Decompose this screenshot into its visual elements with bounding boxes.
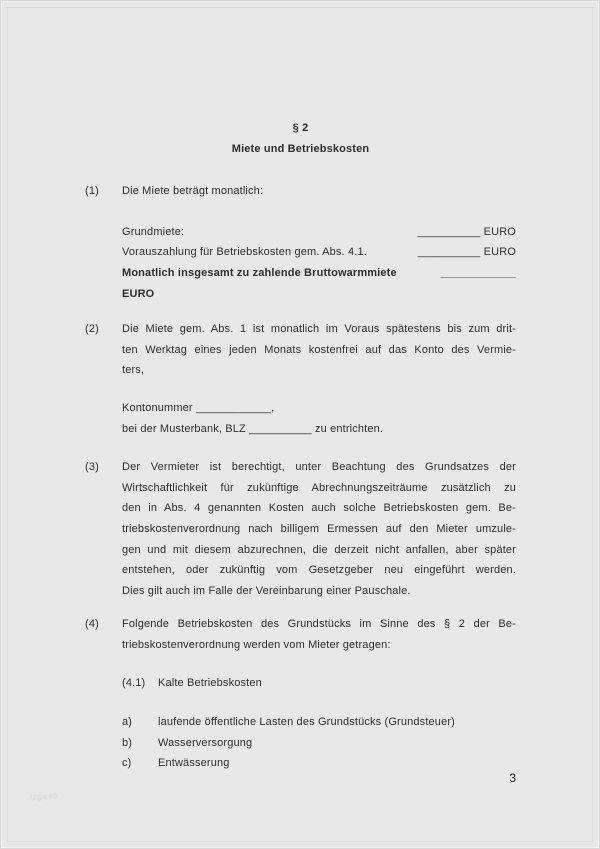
- subclause-4-1: [122, 673, 516, 694]
- rent-table: [122, 222, 516, 304]
- clause-text: Die Miete beträgt monatlich:: [122, 185, 264, 198]
- rent-label: EURO: [122, 287, 155, 300]
- paragraph-line: den in Abs. 4 genannten Kosten auch solche Betriebskosten gem. Be-: [122, 502, 516, 515]
- paragraph-line: triebskostenverordnung nach billigem Ermessen auf den Mieter umzule-: [122, 522, 516, 535]
- list-text: laufende öffentliche Lasten des Grundstücks (Grundsteuer): [158, 716, 455, 729]
- clause-number: (4): [85, 618, 99, 631]
- paragraph-line: ters,: [122, 364, 145, 377]
- paragraph-line: gen und mit diesem abzurechnen, die derzeit nicht anfallen, aber später: [122, 543, 516, 556]
- section-heading: [85, 118, 516, 159]
- list-item: [122, 712, 516, 733]
- list-item: [122, 753, 516, 774]
- account-line: bei der Musterbank, BLZ __________ zu entrichten.: [122, 422, 384, 435]
- paragraph-line: Folgende Betriebskosten des Grundstücks im Sinne des § 2 der Be-: [122, 618, 516, 631]
- section-number: § 2: [292, 122, 309, 134]
- clause-3: [85, 457, 516, 601]
- list-marker: c): [122, 757, 132, 770]
- list-text: Entwässerung: [158, 757, 230, 770]
- paragraph-line: Die Miete gem. Abs. 1 ist monatlich im Voraus spätestens bis zum drit-: [122, 323, 516, 336]
- list-text: Wasserversorgung: [158, 736, 253, 749]
- list-item: [122, 733, 516, 754]
- list-marker: a): [122, 716, 133, 729]
- document-content: [85, 0, 516, 774]
- list-marker: b): [122, 736, 133, 749]
- watermark: tzgweb: [29, 790, 59, 803]
- rent-value: __________ EURO: [417, 225, 516, 238]
- paragraph-line: ten Werktag eines jeden Monats kostenfrei auf das Konto des Vermie-: [122, 343, 516, 356]
- rent-value: __________ EURO: [417, 246, 516, 259]
- rent-row-total: [122, 263, 516, 284]
- paragraph-line: Dies gilt auch im Falle der Vereinbarung einer Pauschale.: [122, 584, 411, 597]
- paragraph-line: Wirtschaftlichkeit für zukünftige Abrechnungszeiträume zusätzlich zu: [122, 481, 516, 494]
- rent-row: [122, 222, 516, 243]
- bank-details: [122, 398, 516, 439]
- paragraph-line: Der Vermieter ist berechtigt, unter Beachtung des Grundsatzes der: [122, 461, 516, 474]
- clause-number: (2): [85, 323, 99, 336]
- clause-1: [85, 181, 516, 202]
- rent-row-total-unit: [122, 284, 516, 305]
- rent-label: Vorauszahlung für Betriebskosten gem. Abs. 4.1.: [122, 246, 367, 259]
- clause-number: (3): [85, 461, 99, 474]
- paragraph-line: triebskostenverordnung werden vom Mieter getragen:: [122, 638, 391, 651]
- clause-4: [85, 614, 516, 655]
- clause-2: [85, 319, 516, 381]
- section-title: Miete und Betriebskosten: [231, 142, 370, 155]
- paragraph-line: entstehen, oder zukünftig vom Gesetzgeber neu eingeführt werden.: [122, 564, 516, 577]
- cost-list: [122, 712, 516, 774]
- page-number: 3: [509, 771, 516, 785]
- subclause-number: (4.1): [122, 677, 146, 690]
- rent-label: Grundmiete:: [122, 225, 185, 238]
- rent-label: Monatlich insgesamt zu zahlende Bruttowarmmiete: [122, 266, 397, 279]
- rent-value: ____________: [440, 266, 516, 279]
- clause-number: (1): [85, 185, 99, 198]
- rent-row: [122, 242, 516, 263]
- account-line: Kontonummer ____________,: [122, 401, 275, 414]
- subclause-title: Kalte Betriebskosten: [158, 677, 262, 690]
